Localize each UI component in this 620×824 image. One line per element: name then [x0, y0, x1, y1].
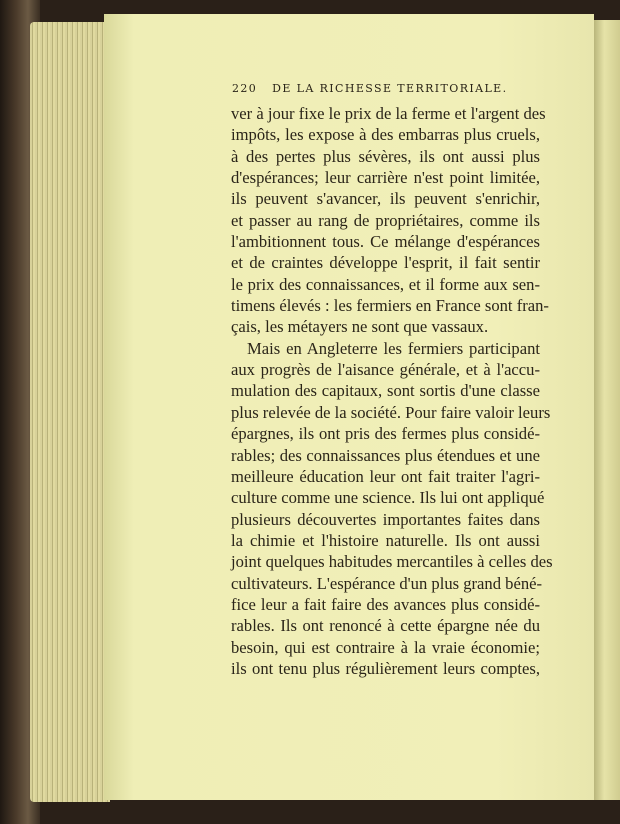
- text-line: et passer au rang de propriétaires, comme ils: [231, 210, 540, 230]
- text-line: épargnes, ils ont pris des fermes plus considé-: [231, 424, 540, 444]
- text-line: à des pertes plus sévères, ils ont aussi plus: [231, 146, 540, 166]
- running-title: DE LA RICHESSE TERRITORIALE.: [272, 82, 508, 95]
- text-line: timens élevés : les fermiers en France sont fran-: [231, 296, 549, 316]
- text-line: joint quelques habitudes mercantiles à celles des: [231, 552, 553, 572]
- text-line: plus relevée de la société. Pour faire valoir leurs: [231, 402, 551, 422]
- text-line: ver à jour fixe le prix de la ferme et l'argent des: [231, 104, 546, 123]
- text-line: plusieurs découvertes importantes faites dans: [231, 509, 540, 529]
- body-text: [231, 103, 553, 679]
- text-line: rables; des connaissances plus étendues et une: [231, 445, 540, 465]
- text-line: d'espérances; leur carrière n'est point limitée,: [231, 168, 540, 188]
- text-line: et de craintes développe l'esprit, il fait sentir: [231, 253, 540, 273]
- text-line: besoin, qui est contraire à la vraie économie;: [231, 637, 540, 657]
- text-line: aux progrès de l'aisance générale, et à l'accu-: [231, 360, 540, 380]
- text-line: impôts, les expose à des embarras plus cruels,: [231, 125, 540, 145]
- text-line: cultivateurs. L'espérance d'un plus grand béné-: [231, 573, 543, 593]
- text-line: Mais en Angleterre les fermiers participant: [247, 338, 540, 358]
- text-line: çais, les métayers ne sont que vassaux.: [231, 317, 489, 337]
- text-line: ils peuvent s'avancer, ils peuvent s'enrichir,: [231, 189, 540, 209]
- text-line: l'ambitionnent tous. Ce mélange d'espérances: [231, 232, 540, 252]
- running-header: [232, 82, 542, 95]
- text-line: mulation des capitaux, sont sortis d'une classe: [231, 381, 540, 401]
- text-line: culture comme une science. Ils lui ont appliqué: [231, 488, 545, 508]
- facing-page-edge: [594, 20, 620, 800]
- text-line: fice leur a fait faire des avances plus considé-: [231, 594, 540, 614]
- text-line: la chimie et l'histoire naturelle. Ils ont aussi: [231, 530, 540, 550]
- text-line: meilleure éducation leur ont fait traiter l'agri-: [231, 466, 540, 486]
- text-line: ils ont tenu plus régulièrement leurs comptes,: [231, 658, 540, 678]
- text-line: rables. Ils ont renoncé à cette épargne née du: [231, 616, 540, 636]
- page-edges: [30, 22, 110, 802]
- page-number: 220: [232, 82, 258, 95]
- text-line: le prix des connaissances, et il forme aux sen-: [231, 274, 540, 294]
